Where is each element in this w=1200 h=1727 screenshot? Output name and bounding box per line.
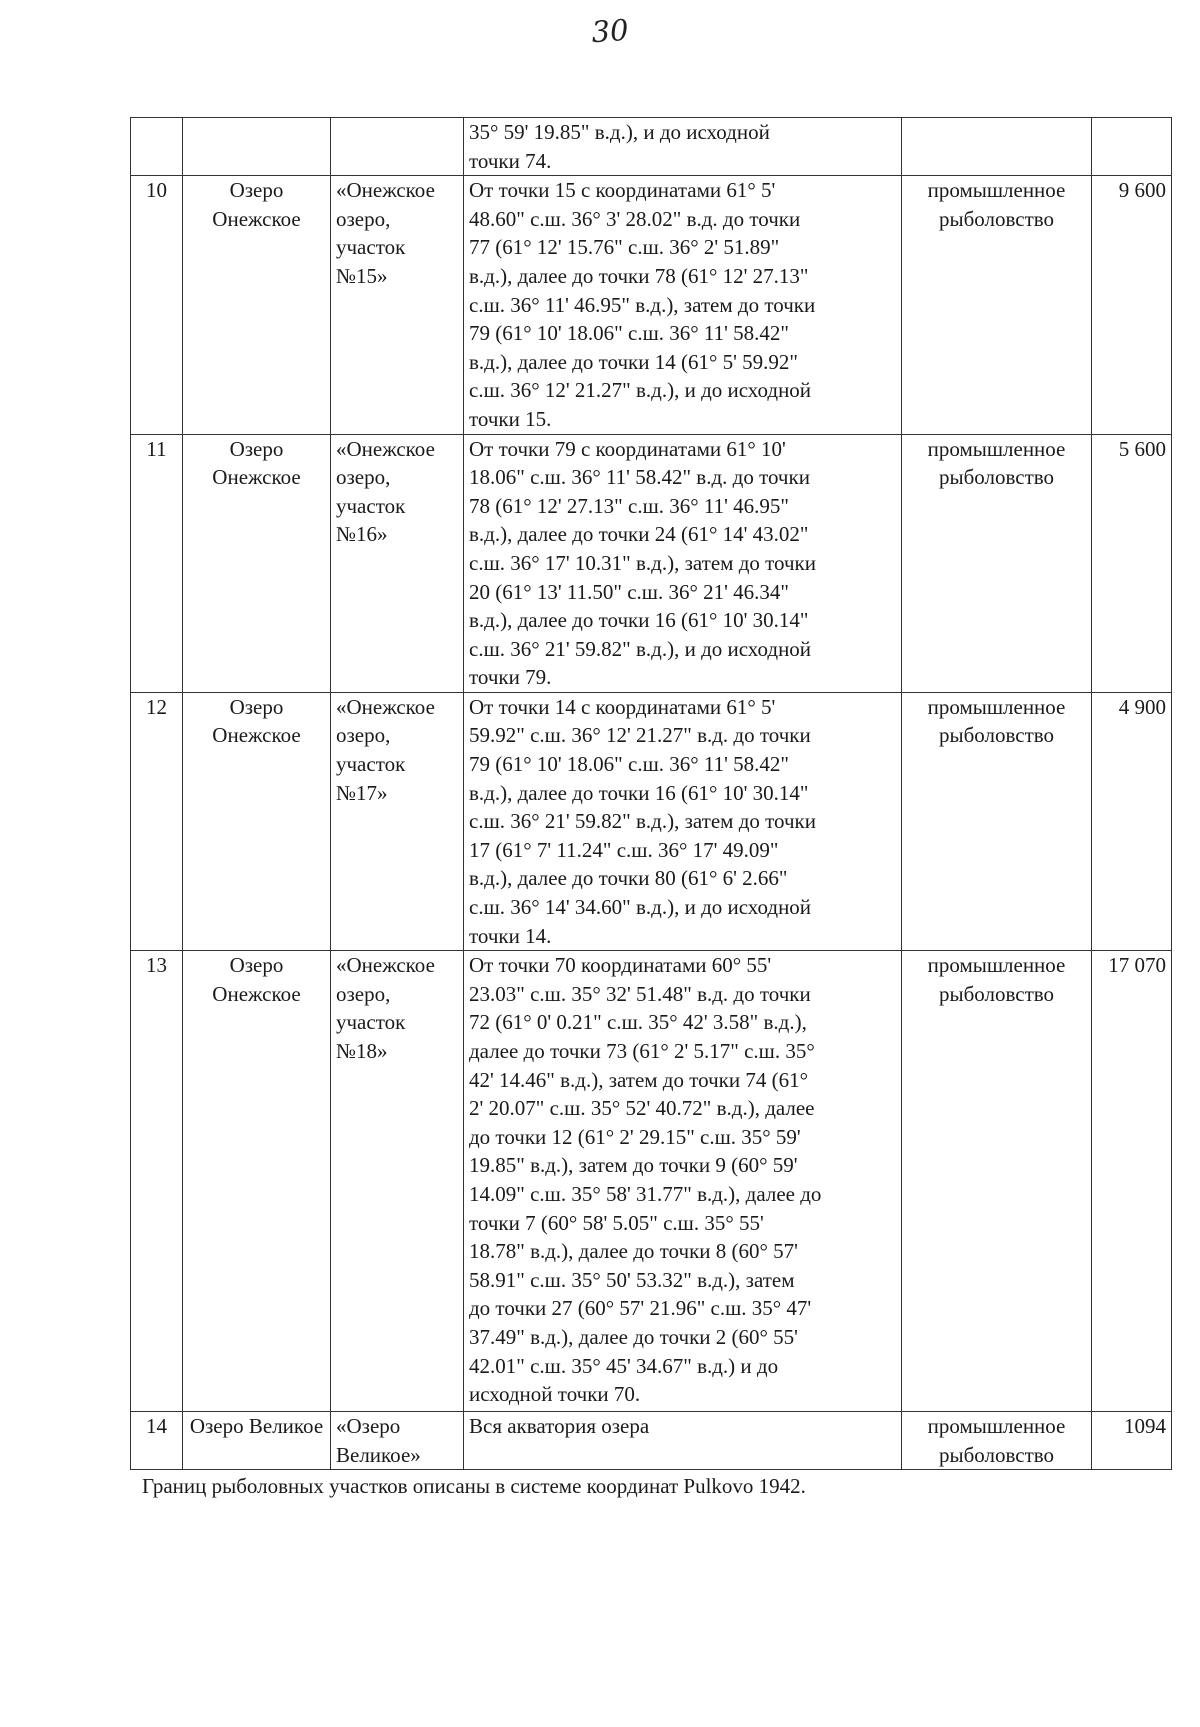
water-body-cell: Озеро Онежское: [183, 176, 331, 434]
boundary-description-line: 37.49" в.д.), далее до точки 2 (60° 55': [469, 1324, 798, 1349]
fishing-site-cell: [331, 951, 464, 1412]
water-body-cell: Озеро Великое: [183, 1412, 331, 1470]
boundary-description-line: в.д.), далее до точки 24 (61° 14' 43.02": [469, 522, 809, 547]
boundary-description-line: точки 15.: [469, 406, 552, 431]
boundary-description-cell: [464, 434, 902, 692]
fishing-site-line: Великое»: [336, 1442, 421, 1467]
fishing-site-line: участок: [336, 752, 406, 777]
row-number-cell: 10: [131, 176, 183, 434]
area-cell: [1092, 118, 1172, 176]
water-body-cell: [183, 118, 331, 176]
boundary-description-line: с.ш. 36° 21' 59.82" в.д.), затем до точки: [469, 809, 816, 834]
boundary-description-line: с.ш. 36° 17' 10.31" в.д.), затем до точки: [469, 550, 816, 575]
fishing-site-cell: [331, 118, 464, 176]
row-number-cell: 12: [131, 692, 183, 950]
fishing-site-line: №17»: [336, 780, 388, 805]
boundary-description-line: 19.85" в.д.), затем до точки 9 (60° 59': [469, 1153, 798, 1178]
boundary-description-line: От точки 70 координатами 60° 55': [469, 953, 772, 978]
boundary-description-line: точки 79.: [469, 665, 552, 690]
boundary-description-line: в.д.), далее до точки 80 (61° 6' 2.66": [469, 866, 788, 891]
table-row: [131, 1412, 1172, 1470]
table-row: [131, 434, 1172, 692]
page-number: 30: [590, 12, 630, 50]
fishing-areas-table: [130, 117, 1172, 1470]
fishing-site-line: №18»: [336, 1039, 388, 1063]
boundary-description-line: От точки 14 с координатами 61° 5': [469, 694, 776, 719]
boundary-description-line: 79 (61° 10' 18.06" с.ш. 36° 11' 58.42": [469, 321, 789, 346]
boundary-description-line: до точки 27 (60° 57' 21.96" с.ш. 35° 47': [469, 1296, 812, 1321]
fishing-site-line: озеро,: [336, 723, 391, 748]
fishing-site-line: «Онежское: [336, 178, 435, 203]
boundary-description-cell: [464, 1412, 902, 1470]
boundary-description-cell: [464, 118, 902, 176]
fishing-site-line: участок: [336, 235, 406, 260]
boundary-description-line: 18.06" с.ш. 36° 11' 58.42" в.д. до точки: [469, 465, 810, 490]
row-number-cell: [131, 118, 183, 176]
boundary-description-line: в.д.), далее до точки 78 (61° 12' 27.13": [469, 263, 809, 288]
boundary-description-line: исходной точки 70.: [469, 1382, 641, 1407]
boundary-description-line: 59.92" с.ш. 36° 12' 21.27" в.д. до точки: [469, 723, 811, 748]
fishing-site-line: озеро,: [336, 981, 391, 1006]
boundary-description-line: 42' 14.46" в.д.), затем до точки 74 (61°: [469, 1067, 808, 1092]
boundary-description-line: 42.01" с.ш. 35° 45' 34.67" в.д.) и до: [469, 1353, 779, 1378]
water-body-cell: Озеро Онежское: [183, 434, 331, 692]
usage-type-cell: промышленное рыболовство: [902, 951, 1092, 1412]
fishing-site-line: участок: [336, 1010, 406, 1035]
boundary-description-line: Вся акватория озера: [469, 1414, 650, 1439]
table-row: [131, 951, 1172, 1412]
table-row: [131, 176, 1172, 434]
area-cell: 9 600: [1092, 176, 1172, 434]
boundary-description-line: 48.60" с.ш. 36° 3' 28.02" в.д. до точки: [469, 206, 801, 231]
usage-type-cell: промышленное рыболовство: [902, 1412, 1092, 1470]
boundary-description-line: 17 (61° 7' 11.24" с.ш. 36° 17' 49.09": [469, 837, 779, 862]
boundary-description-cell: [464, 692, 902, 950]
usage-type-cell: промышленное рыболовство: [902, 176, 1092, 434]
fishing-site-line: озеро,: [336, 206, 391, 231]
boundary-description-line: 23.03" с.ш. 35° 32' 51.48" в.д. до точки: [469, 981, 811, 1006]
water-body-cell: Озеро Онежское: [183, 951, 331, 1412]
boundary-description-line: далее до точки 73 (61° 2' 5.17" с.ш. 35°: [469, 1039, 815, 1063]
boundary-description-line: 72 (61° 0' 0.21" с.ш. 35° 42' 3.58" в.д.),: [469, 1010, 807, 1035]
fishing-site-cell: [331, 1412, 464, 1470]
coordinate-system-note: Границ рыболовных участков описаны в системе координат Pulkovo 1942.: [142, 1474, 806, 1498]
row-number-cell: 11: [131, 434, 183, 692]
fishing-site-cell: [331, 176, 464, 434]
boundary-description-line: 18.78" в.д.), далее до точки 8 (60° 57': [469, 1239, 798, 1264]
boundary-description-line: с.ш. 36° 14' 34.60" в.д.), и до исходной: [469, 895, 812, 920]
table-row: [131, 118, 1172, 176]
boundary-description-line: 20 (61° 13' 11.50" с.ш. 36° 21' 46.34": [469, 579, 789, 604]
usage-type-cell: промышленное рыболовство: [902, 692, 1092, 950]
boundary-description-line: 35° 59' 19.85" в.д.), и до исходной: [469, 120, 770, 144]
fishing-site-cell: [331, 434, 464, 692]
boundary-description-cell: [464, 176, 902, 434]
fishing-site-line: «Озеро: [336, 1414, 401, 1439]
boundary-description-line: 14.09" с.ш. 35° 58' 31.77" в.д.), далее до: [469, 1181, 822, 1206]
boundary-description-line: 77 (61° 12' 15.76" с.ш. 36° 2' 51.89": [469, 235, 780, 260]
boundary-description-line: точки 7 (60° 58' 5.05" с.ш. 35° 55': [469, 1210, 764, 1235]
fishing-site-line: участок: [336, 493, 406, 518]
boundary-description-line: точки 14.: [469, 923, 552, 948]
row-number-cell: 13: [131, 951, 183, 1412]
fishing-site-line: озеро,: [336, 465, 391, 490]
boundary-description-line: От точки 79 с координатами 61° 10': [469, 436, 786, 461]
boundary-description-line: с.ш. 36° 11' 46.95" в.д.), затем до точки: [469, 292, 816, 317]
area-cell: 4 900: [1092, 692, 1172, 950]
boundary-description-line: 2' 20.07" с.ш. 35° 52' 40.72" в.д.), далее: [469, 1096, 815, 1121]
usage-type-cell: [902, 118, 1092, 176]
fishing-site-line: «Онежское: [336, 436, 435, 461]
boundary-description-line: до точки 12 (61° 2' 29.15" с.ш. 35° 59': [469, 1124, 801, 1149]
boundary-description-line: в.д.), далее до точки 16 (61° 10' 30.14": [469, 608, 809, 633]
boundary-description-line: 58.91" с.ш. 35° 50' 53.32" в.д.), затем: [469, 1267, 795, 1292]
usage-type-cell: промышленное рыболовство: [902, 434, 1092, 692]
fishing-site-cell: [331, 692, 464, 950]
boundary-description-line: 78 (61° 12' 27.13" с.ш. 36° 11' 46.95": [469, 493, 789, 518]
boundary-description-line: в.д.), далее до точки 16 (61° 10' 30.14": [469, 780, 809, 805]
boundary-description-line: точки 74.: [469, 148, 552, 173]
area-cell: 5 600: [1092, 434, 1172, 692]
boundary-description-line: От точки 15 с координатами 61° 5': [469, 178, 776, 203]
boundary-description-line: в.д.), далее до точки 14 (61° 5' 59.92": [469, 349, 798, 374]
area-cell: 17 070: [1092, 951, 1172, 1412]
fishing-site-line: «Онежское: [336, 953, 435, 978]
boundary-description-line: 79 (61° 10' 18.06" с.ш. 36° 11' 58.42": [469, 752, 789, 777]
row-number-cell: 14: [131, 1412, 183, 1470]
water-body-cell: Озеро Онежское: [183, 692, 331, 950]
table-row: [131, 692, 1172, 950]
boundary-description-line: с.ш. 36° 12' 21.27" в.д.), и до исходной: [469, 378, 812, 403]
boundary-description-cell: [464, 951, 902, 1412]
fishing-site-line: №16»: [336, 522, 388, 547]
area-cell: 1094: [1092, 1412, 1172, 1470]
fishing-site-line: №15»: [336, 263, 388, 288]
fishing-site-line: «Онежское: [336, 694, 435, 719]
boundary-description-line: с.ш. 36° 21' 59.82" в.д.), и до исходной: [469, 636, 812, 661]
